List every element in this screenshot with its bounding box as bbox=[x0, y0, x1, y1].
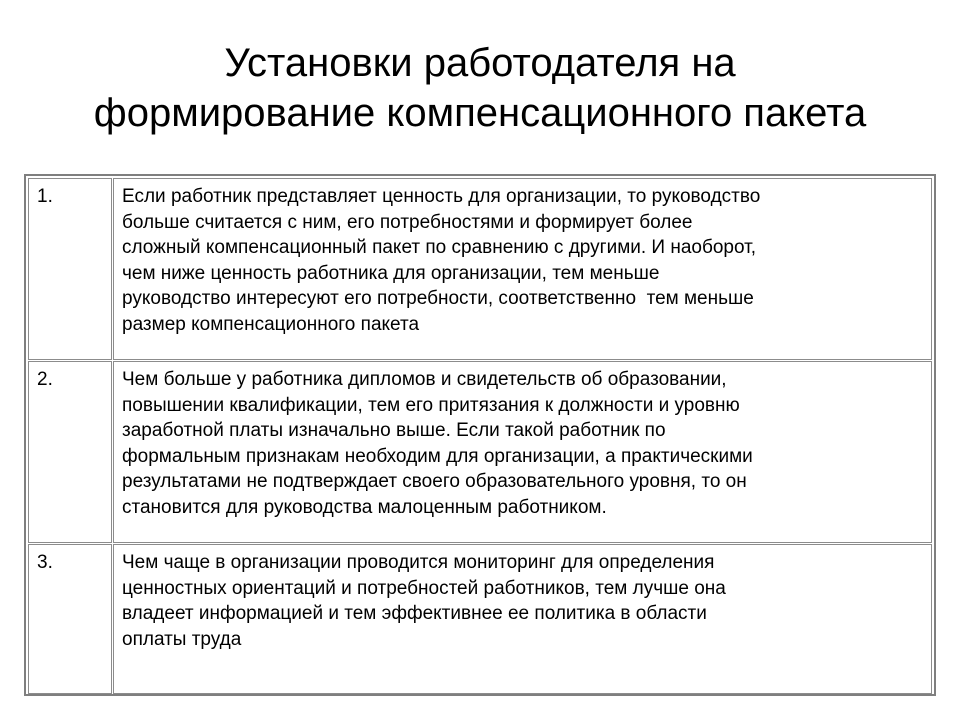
table-row bbox=[28, 361, 932, 543]
slide-title bbox=[0, 38, 960, 138]
text-line: больше считается с ним, его потребностями и формирует более bbox=[122, 211, 693, 233]
principles-table-frame bbox=[24, 174, 936, 696]
row-number: 1. bbox=[28, 178, 112, 360]
text-line: Чем больше у работника дипломов и свидетельств об образовании, bbox=[122, 369, 727, 390]
text-line: владеет информацией и тем эффективнее ее политика в области bbox=[122, 603, 707, 624]
row-text bbox=[113, 178, 932, 360]
text-line: повышении квалификации, тем его притязания к должности и уровню bbox=[122, 394, 740, 416]
row-number: 3. bbox=[28, 544, 112, 694]
slide-title-line-1: Установки работодателя на bbox=[224, 41, 736, 85]
text-line: руководство интересуют его потребности, соответственно тем меньше bbox=[122, 288, 754, 309]
principles-table bbox=[27, 177, 933, 695]
text-line: формальным признакам необходим для организации, а практическими bbox=[122, 445, 753, 467]
text-line: ценностных ориентаций и потребностей работников, тем лучше она bbox=[122, 577, 726, 599]
row-text bbox=[113, 544, 932, 694]
row-text bbox=[113, 361, 932, 543]
text-line: Чем чаще в организации проводится мониторинг для определения bbox=[122, 552, 715, 573]
text-line: становится для руководства малоценным работником. bbox=[122, 496, 607, 518]
table-row bbox=[28, 178, 932, 360]
text-line: Если работник представляет ценность для организации, то руководство bbox=[122, 186, 761, 207]
row-number: 2. bbox=[28, 361, 112, 543]
text-line: размер компенсационного пакета bbox=[122, 313, 420, 335]
text-line: сложный компенсационный пакет по сравнению с другими. И наоборот, bbox=[122, 237, 757, 258]
table-row bbox=[28, 544, 932, 694]
text-line: чем ниже ценность работника для организации, тем меньше bbox=[122, 262, 660, 284]
text-line: оплаты труда bbox=[122, 628, 242, 650]
text-line: результатами не подтверждает своего образовательного уровня, то он bbox=[122, 471, 747, 492]
slide-title-line-2: формирование компенсационного пакета bbox=[93, 91, 867, 135]
text-line: заработной платы изначально выше. Если такой работник по bbox=[122, 420, 666, 441]
